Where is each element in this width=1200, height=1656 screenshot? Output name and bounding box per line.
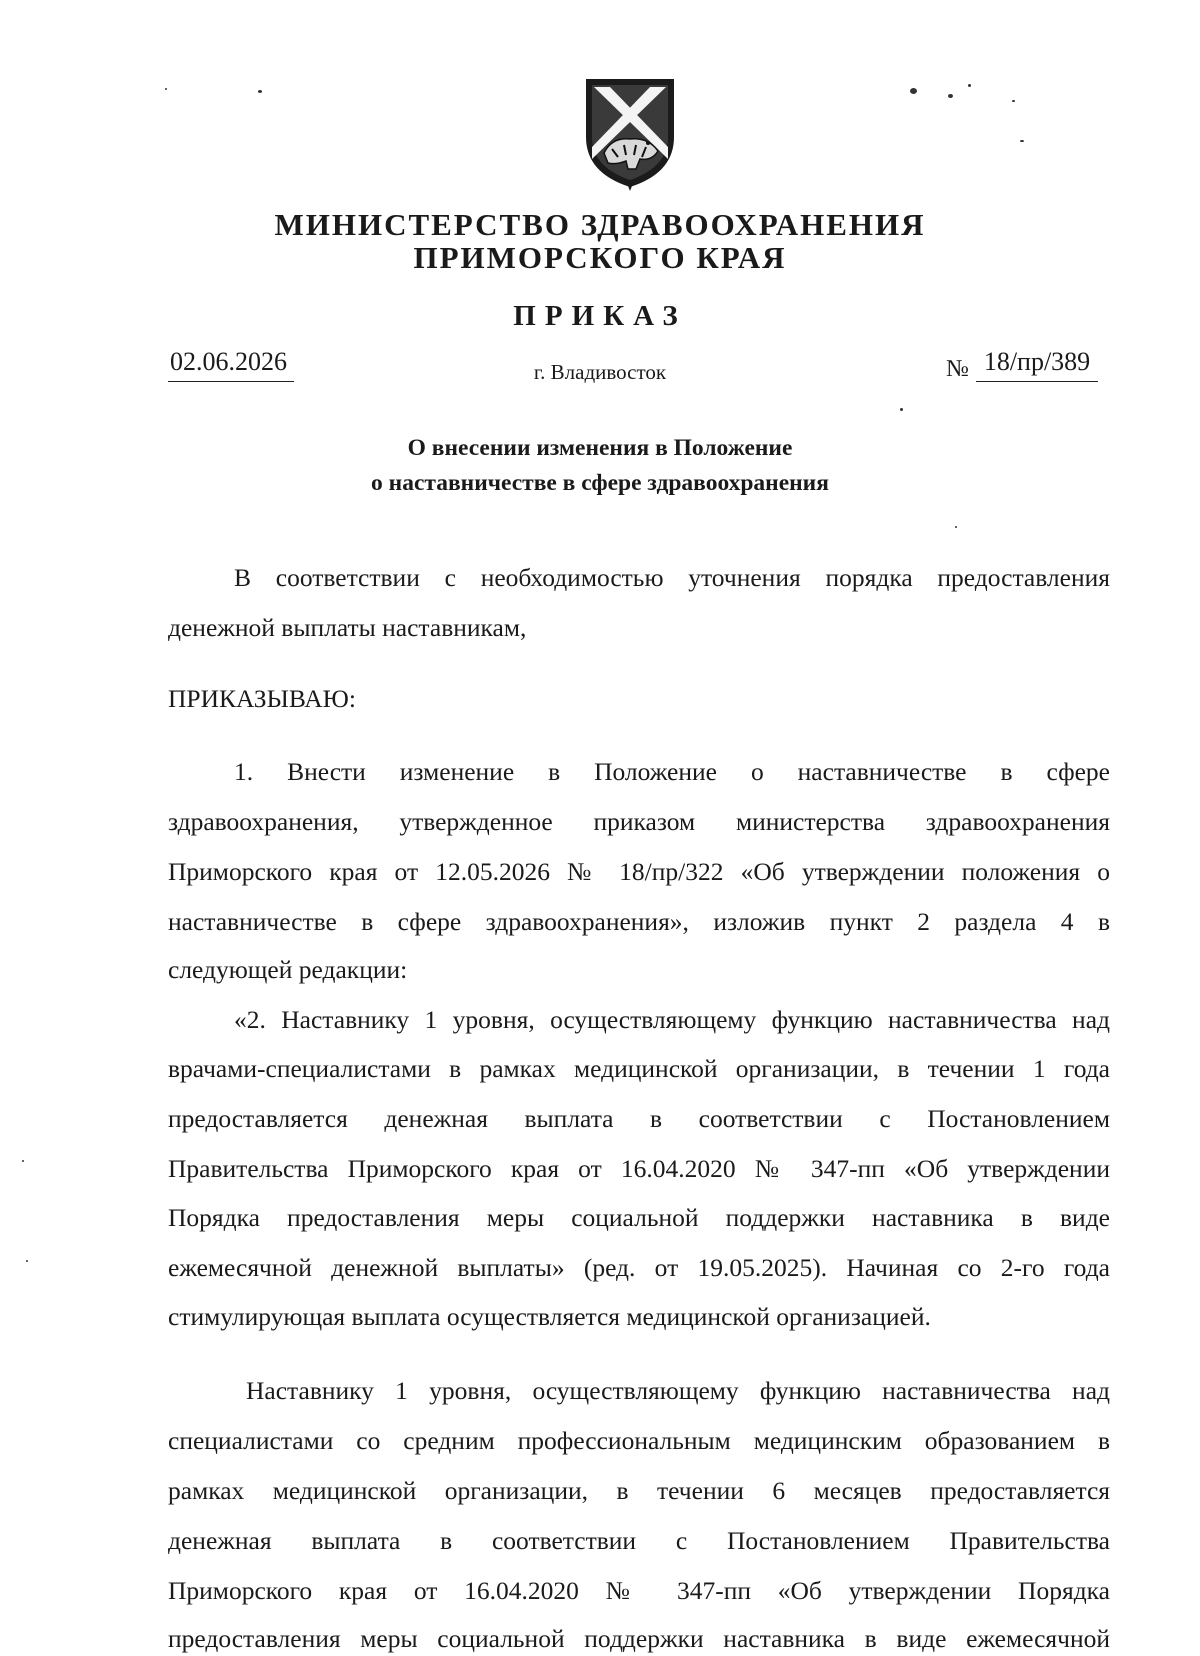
document-type: ПРИКАЗ — [513, 300, 687, 332]
body-line: стимулирующая выплата осуществляется медицинской организацией. — [168, 1302, 931, 1331]
ministry-name-line1: МИНИСТЕРСТВО ЗДРАВООХРАНЕНИЯ — [274, 207, 926, 242]
body-line: рамках медицинской организации, в течении 6 месяцев предоставляется — [168, 1476, 1110, 1505]
body-line: денежной выплаты наставникам, — [168, 613, 527, 642]
body-line: Приморского края от 16.04.2020 № 347-пп «Об утверждении Порядка — [168, 1576, 1110, 1605]
body-line: специалистами со средним профессиональным медицинским образованием в — [168, 1426, 1110, 1455]
scan-speck — [900, 408, 903, 411]
scan-speck — [258, 90, 262, 93]
number-sign: № — [946, 356, 969, 382]
body-line: Приморского края от 12.05.2026 № 18/пр/322 «Об утверждении положения о — [168, 857, 1110, 886]
body-line: врачами-специалистами в рамках медицинской организации, в течении 1 года — [168, 1054, 1110, 1083]
body-line: «2. Наставнику 1 уровня, осуществляющему функцию наставничества над — [234, 1005, 1110, 1034]
document-date: 02.06.2026 — [168, 347, 294, 382]
body-line: предоставления меры социальной поддержки наставника в виде ежемесячной — [168, 1624, 1110, 1653]
scan-speck — [968, 84, 971, 87]
scan-speck — [26, 1260, 28, 1262]
scan-speck — [955, 526, 957, 528]
document-city: г. Владивосток — [533, 360, 667, 384]
scan-speck — [1012, 100, 1015, 102]
scan-speck — [1020, 140, 1024, 142]
body-line: денежная выплата в соответствии с Постановлением Правительства — [168, 1526, 1110, 1555]
ministry-name-line2: ПРИМОРСКОГО КРАЯ — [413, 240, 787, 275]
body-line: здравоохранения, утвержденное приказом министерства здравоохранения — [168, 807, 1110, 836]
scan-speck — [948, 94, 953, 98]
scan-speck — [22, 1160, 24, 1162]
scan-speck — [165, 88, 167, 90]
body-line: В соответствии с необходимостью уточнения порядка предоставления — [234, 563, 1110, 592]
subject-line2: о наставничестве в сфере здравоохранения — [371, 470, 829, 496]
body-line: 1. Внести изменение в Положение о наставничестве в сфере — [234, 757, 1110, 786]
body-line: ежемесячной денежной выплаты» (ред. от 19.05.2025). Начиная со 2-го года — [168, 1253, 1110, 1282]
body-line: Наставнику 1 уровня, осуществляющему функцию наставничества над — [246, 1376, 1110, 1405]
scan-speck — [910, 88, 917, 94]
body-line: наставничестве в сфере здравоохранения», изложив пункт 2 раздела 4 в — [168, 907, 1110, 936]
document-number: 18/пр/389 — [976, 347, 1098, 382]
body-line: Правительства Приморского края от 16.04.2020 № 347-пп «Об утверждении — [168, 1154, 1110, 1183]
body-line: следующей редакции: — [168, 955, 408, 984]
body-line: Порядка предоставления меры социальной поддержки наставника в виде — [168, 1203, 1110, 1232]
order-keyword: ПРИКАЗЫВАЮ: — [168, 684, 356, 713]
coat-of-arms-icon — [578, 75, 682, 191]
body-line: предоставляется денежная выплата в соответствии с Постановлением — [168, 1104, 1110, 1133]
subject-line1: О внесении изменения в Положение — [407, 435, 793, 461]
